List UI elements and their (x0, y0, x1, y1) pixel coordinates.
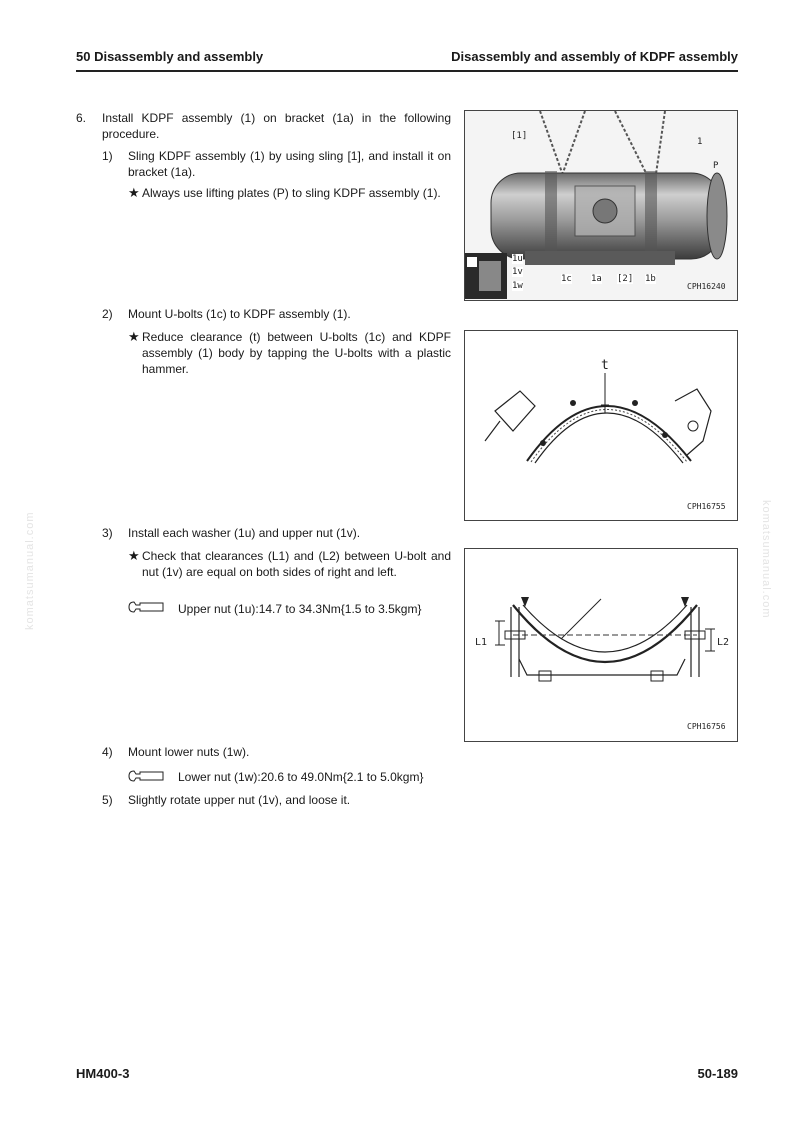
figure-code: CPH16240 (687, 282, 726, 291)
torque-spec: Lower nut (1w):20.6 to 49.0Nm{2.1 to 5.0kgm} (178, 770, 424, 784)
torque-spec: Upper nut (1u):14.7 to 34.3Nm{1.5 to 3.5kgm} (178, 602, 422, 616)
note-star (128, 548, 140, 564)
label-sling-1: [1] (511, 131, 528, 141)
figure-nut-clearance (464, 548, 738, 742)
substep-number: 1) (102, 149, 113, 163)
label-lifting-plate-p: P (713, 161, 719, 171)
page-header (76, 48, 738, 72)
figure-u-bolt-clearance (464, 330, 738, 521)
note-text: Check that clearances (L1) and (L2) between U-bolt and nut (1v) are equal on both sides of right and left. (142, 549, 451, 579)
substep-text: Mount U-bolts (1c) to KDPF assembly (1). (128, 307, 351, 321)
figure-kdpf-sling (464, 110, 738, 301)
substep-number: 5) (102, 793, 113, 807)
note-star (128, 329, 140, 345)
step-number: 6. (76, 111, 87, 125)
substep-text: Slightly rotate upper nut (1v), and loose it. (128, 793, 351, 807)
label-1b: 1b (645, 274, 656, 284)
label-1a: 1a (591, 274, 602, 284)
label-1v: 1v (512, 267, 523, 277)
substep-number: 2) (102, 307, 113, 321)
label-kdpf-1: 1 (697, 137, 703, 147)
nut-clearance-drawing (465, 549, 737, 741)
label-1w: 1w (512, 281, 523, 291)
label-clearance-t: t (601, 358, 609, 373)
section-title: 50 Disassembly and assembly (76, 49, 264, 64)
star-icon: ★ (128, 548, 140, 563)
figure-code: CPH16755 (687, 502, 726, 511)
substep-text: Sling KDPF assembly (1) by using sling [1], and install it on bracket (1a). (128, 149, 451, 179)
substep-number: 4) (102, 745, 113, 759)
star-icon: ★ (128, 329, 140, 344)
label-l2: L2 (717, 637, 730, 648)
substep-text: Mount lower nuts (1w). (128, 745, 250, 759)
torque-wrench-icon (128, 601, 164, 613)
step-text: Install KDPF assembly (1) on bracket (1a) in the following procedure. (102, 111, 451, 141)
label-1u: 1u (512, 254, 523, 264)
note-text: Always use lifting plates (P) to sling KDPF assembly (1). (142, 186, 441, 200)
watermark-right: komatsumanual.com (760, 500, 772, 619)
page-number: 50-189 (697, 1066, 738, 1081)
note-text: Reduce clearance (t) between U-bolts (1c) and KDPF assembly (1) body by tapping the U-bolts with a plastic hammer. (142, 330, 451, 376)
substep-text: Install each washer (1u) and upper nut (1v). (128, 526, 361, 540)
model-number: HM400-3 (76, 1066, 130, 1081)
substep-number: 3) (102, 526, 113, 540)
torque-wrench-icon (128, 770, 164, 782)
label-sling-2: [2] (617, 274, 634, 284)
watermark-left: komatsumanual.com (24, 511, 36, 630)
label-1c: 1c (561, 274, 572, 284)
label-l1: L1 (475, 637, 488, 648)
chapter-title: Disassembly and assembly of KDPF assembly (451, 49, 738, 64)
figure-code: CPH16756 (687, 722, 726, 731)
star-icon: ★ (128, 185, 140, 200)
